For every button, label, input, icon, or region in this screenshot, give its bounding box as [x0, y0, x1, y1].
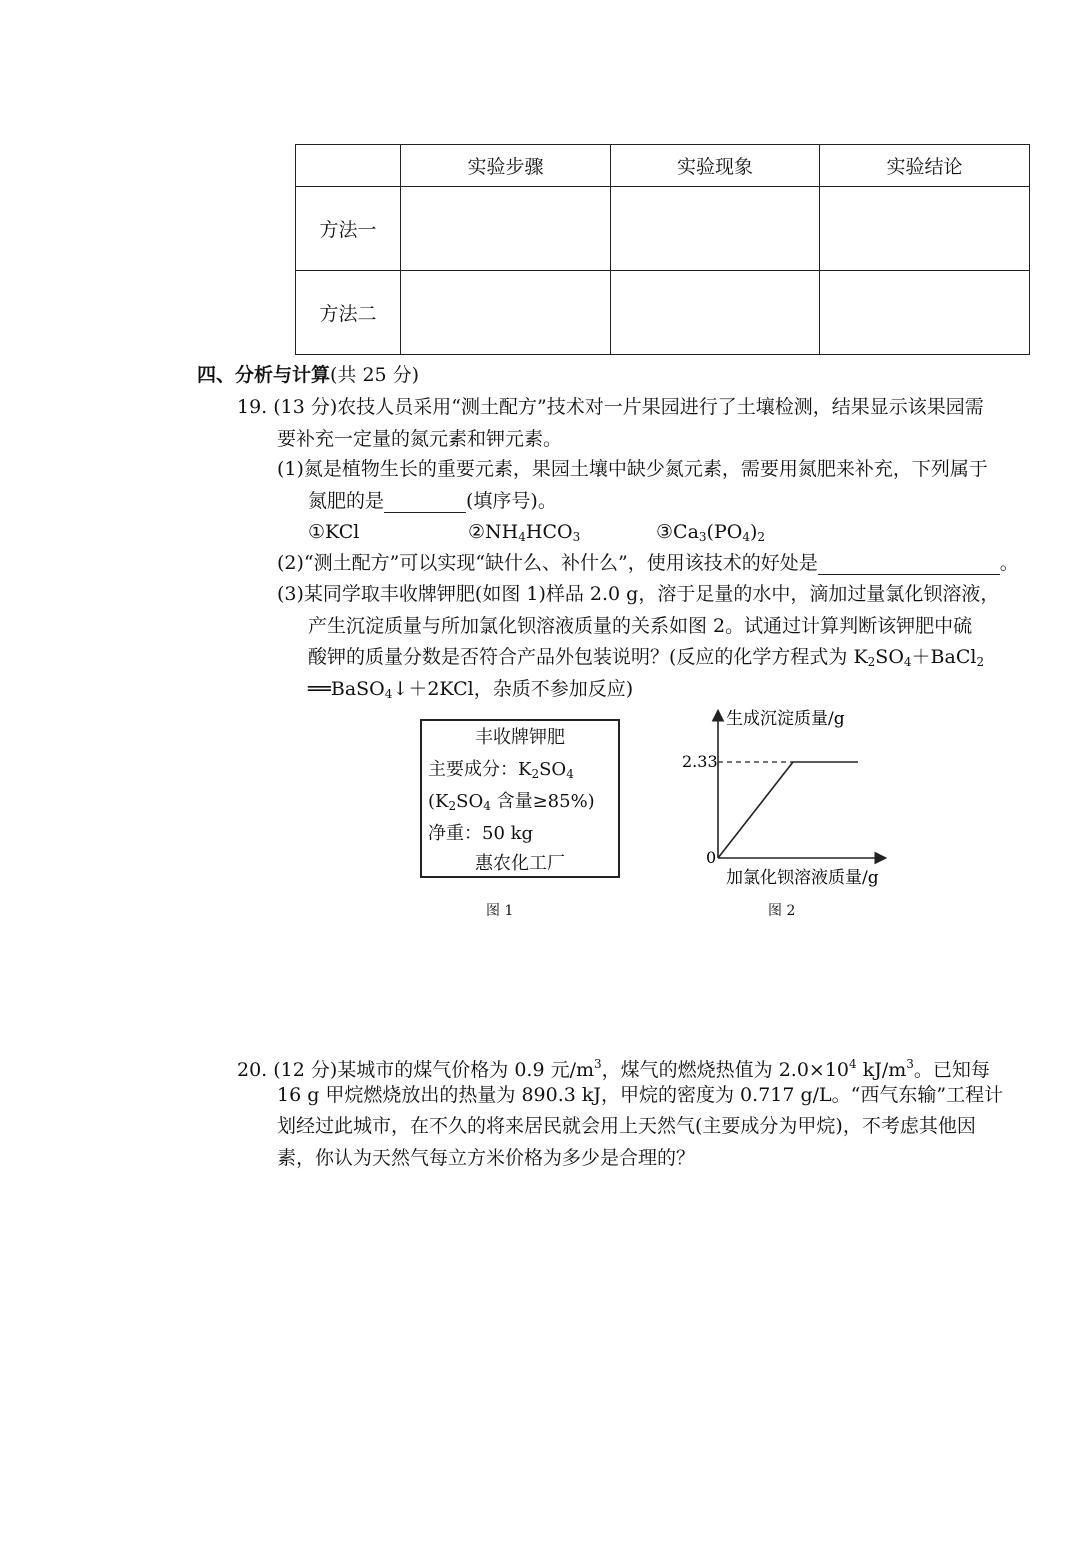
table-header-row	[296, 145, 1030, 187]
fertilizer-net-weight: 净重：50 kg	[428, 823, 534, 844]
q20-line4: 素，你认为天然气每立方米价格为多少是合理的？	[277, 1147, 696, 1169]
q19-part1-prompt: 氮肥的是	[308, 490, 385, 512]
table-row-label: 方法二	[296, 271, 401, 355]
q19-option-1: ①KCl	[308, 521, 360, 543]
table-row	[296, 187, 1030, 271]
fertilizer-content: ($K_2SO_4$ 含量≥85%)	[428, 791, 595, 813]
table-header-empty	[296, 145, 401, 187]
figure2-caption: 图 2	[768, 903, 796, 919]
precipitate-series-line	[718, 762, 858, 858]
y-tick-label: 2.33	[682, 752, 718, 771]
table-cell[interactable]	[611, 187, 820, 271]
precipitate-chart	[660, 700, 920, 895]
q19-option-3: $③Ca_3(PO_4)_2$	[656, 521, 766, 544]
q19-part1-line2	[308, 489, 557, 513]
q19-intro-line1: 19. (13 分)农技人员采用“测土配方”技术对一片果园进行了土壤检测，结果显示该果园需	[237, 396, 984, 418]
q20-line3: 划经过此城市，在不久的将来居民就会用上天然气(主要成分为甲烷)，不考虑其他因	[277, 1115, 976, 1137]
fertilizer-label-box	[420, 719, 620, 878]
fertilizer-main-component: 主要成分：$K_2SO_4$	[428, 759, 574, 781]
q19-option-2: $②NH_4HCO_3$	[468, 521, 581, 544]
q19-intro-line2: 要补充一定量的氮元素和钾元素。	[277, 428, 563, 450]
origin-label: 0	[706, 848, 717, 867]
fertilizer-factory: 惠农化工厂	[475, 853, 565, 874]
fertilizer-brand: 丰收牌钾肥	[475, 727, 565, 748]
q19-part1-suffix: (填序号)。	[466, 490, 557, 512]
q19-part3-line1: (3)某同学取丰收牌钾肥(如图 1)样品 2.0 g，溶于足量的水中，滴加过量氯化钡溶液，	[277, 583, 1000, 605]
experiment-table	[295, 144, 1030, 355]
section-title: 四、分析与计算	[197, 364, 331, 386]
table-header-phenomena: 实验现象	[611, 145, 820, 187]
y-axis-label: 生成沉淀质量/g	[726, 709, 845, 729]
q19-part3-line3: 酸钾的质量分数是否符合产品外包装说明？(反应的化学方程式为 $K_2SO_4+BaCl_2$	[308, 646, 985, 669]
section-heading	[197, 363, 419, 387]
table-header-steps: 实验步骤	[401, 145, 611, 187]
answer-blank-2[interactable]	[818, 554, 1000, 575]
q20-line2: 16 g 甲烷燃烧放出的热量为 890.3 kJ，甲烷的密度为 0.717 g/L。“西气东输”工程计	[277, 1084, 1004, 1106]
q19-part2-prompt: (2)“测土配方”可以实现“缺什么、补什么”，使用该技术的好处是	[277, 552, 818, 574]
table-cell[interactable]	[401, 187, 611, 271]
x-axis-label: 加氯化钡溶液质量/g	[726, 868, 879, 888]
q19-part2: (2)“测土配方”可以实现“缺什么、补什么”，使用该技术的好处是 。	[277, 552, 1019, 574]
answer-blank-1[interactable]	[384, 492, 466, 513]
table-row-label: 方法一	[296, 187, 401, 271]
q19-part3-line2: 产生沉淀质量与所加氯化钡溶液质量的关系如图 2。试通过计算判断该钾肥中硫	[308, 615, 973, 637]
q19-part1-line1: (1)氮是植物生长的重要元素，果园土壤中缺少氮元素，需要用氮肥来补充，下列属于	[277, 458, 988, 480]
q20-line1: 20. (12 分)某城市的煤气价格为 0.9 元$/m^3$，煤气的燃烧热值为 $2.0\times 10^4$ $kJ/m^3$。已知每	[237, 1057, 990, 1081]
table-cell[interactable]	[820, 271, 1030, 355]
table-header-conclusion: 实验结论	[820, 145, 1030, 187]
figure1-caption: 图 1	[486, 903, 514, 919]
table-row	[296, 271, 1030, 355]
section-points: (共 25 分)	[330, 364, 420, 386]
table-cell[interactable]	[611, 271, 820, 355]
table-cell[interactable]	[401, 271, 611, 355]
table-cell[interactable]	[820, 187, 1030, 271]
q19-part3-line4: ══BaSO$_4$↓＋2KCl，杂质不参加反应)	[308, 678, 634, 701]
